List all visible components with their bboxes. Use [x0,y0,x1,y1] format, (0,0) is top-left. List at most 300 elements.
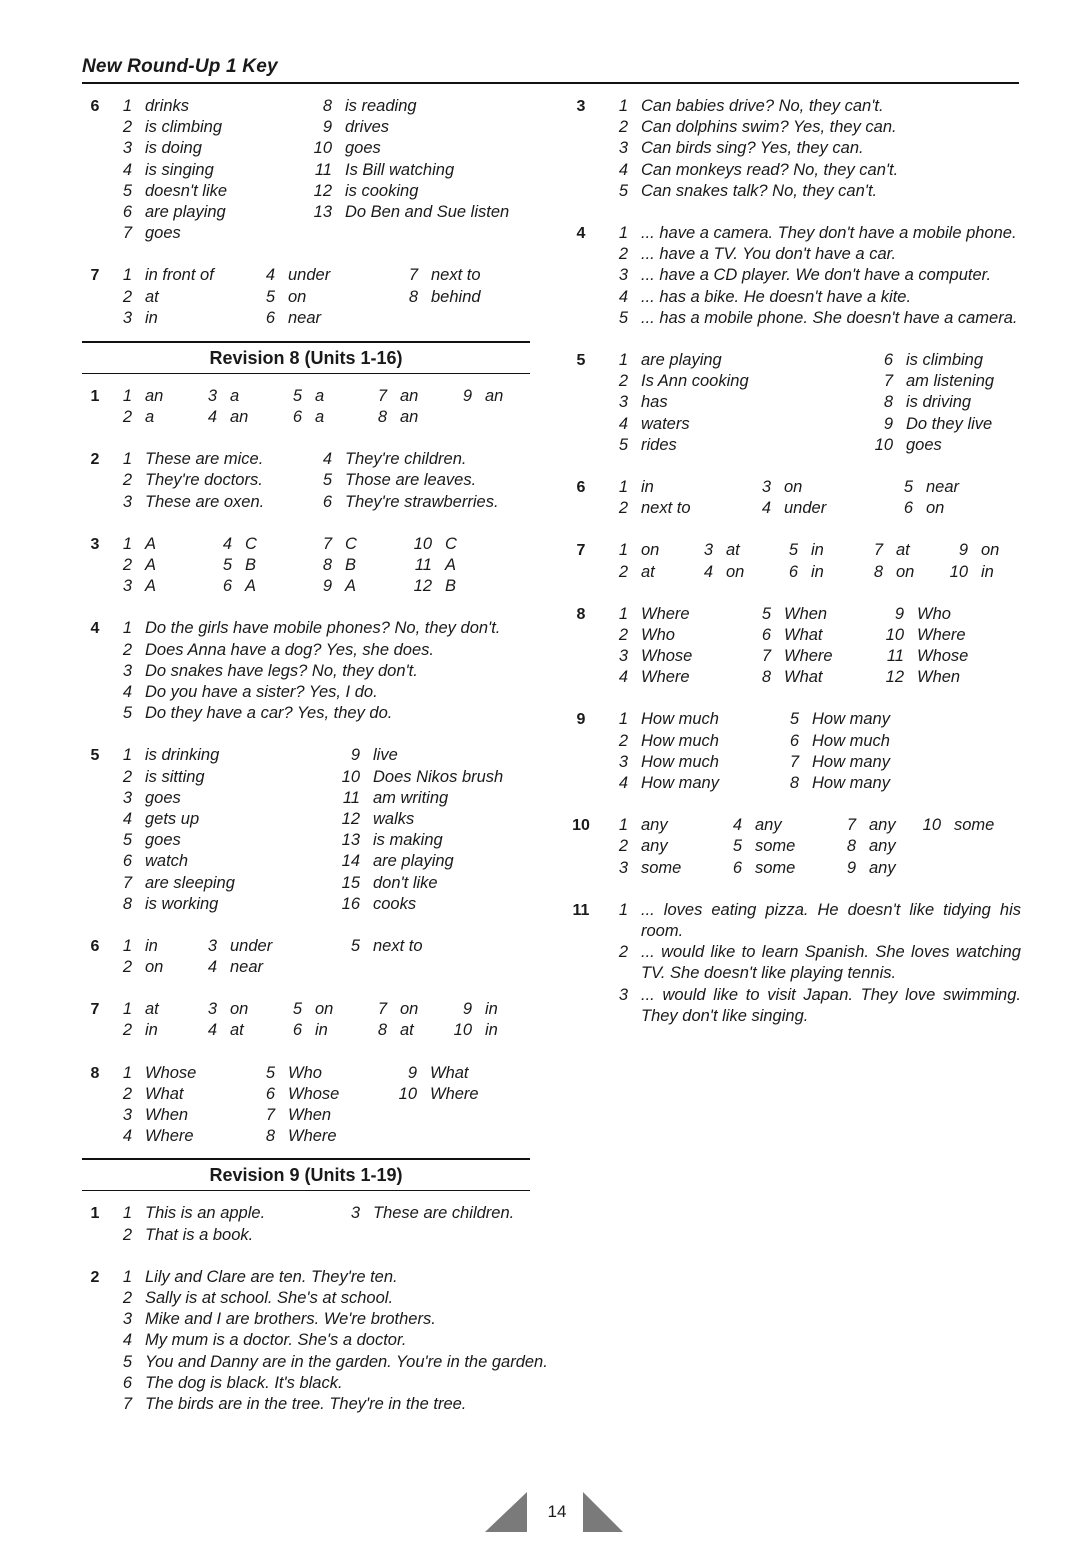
answer-grid [108,534,530,598]
answer-item [108,703,530,724]
item-answer: Can monkeys read? No, they can't. [641,160,899,179]
answer-item [604,435,869,456]
answer-grid [604,540,1028,582]
answer-item [775,773,975,794]
answer-item [108,1126,251,1147]
item-answer: What [430,1063,469,1082]
item-answer: next to [373,936,423,955]
answer-item [408,555,508,576]
item-answer: They're strawberries. [345,492,499,511]
exercise-9 [568,709,1028,794]
item-number: 9 [894,604,904,623]
answer-item [689,562,774,583]
answer-item [108,1084,251,1105]
item-number: 10 [313,139,332,158]
item-number: 3 [122,139,132,158]
exercise-number: 1 [90,387,100,405]
exercise-number: 9 [576,711,586,729]
item-number: 4 [122,1127,132,1146]
answer-item [604,160,1028,181]
item-answer: How many [812,774,890,793]
item-number: 7 [322,534,332,553]
item-answer: goes [145,224,181,243]
item-number: 1 [122,450,132,469]
exercise-number: 3 [576,98,586,115]
item-answer: When [917,668,961,687]
answer-item [108,1288,530,1309]
answer-item [747,498,889,519]
revision-8-heading: Revision 8 (Units 1-16) [82,341,530,374]
item-number: 2 [618,731,628,750]
answer-item [604,836,718,857]
answer-item [832,858,917,879]
item-number: 7 [883,372,893,391]
answer-item [108,1105,251,1126]
item-number: 1 [122,386,132,405]
answer-item [308,202,528,223]
item-number: 5 [761,604,771,623]
item-answer: Can dolphins swim? Yes, they can. [641,118,897,137]
answer-item [108,449,308,470]
item-answer: Whose [288,1084,340,1103]
item-number: 4 [703,562,713,581]
item-number: 5 [122,831,132,850]
item-answer: That is a book. [145,1225,254,1244]
answer-item [108,117,308,138]
item-answer: ... have a camera. They don't have a mobile phone. [641,224,1017,243]
exercise-3 [568,96,1028,202]
item-answer: How many [641,774,719,793]
item-number: 2 [618,372,628,391]
item-number: 6 [122,202,132,221]
item-answer: is cooking [345,181,419,200]
item-number: 12 [413,577,432,596]
item-number: 5 [122,704,132,723]
item-answer: goes [345,139,381,158]
answer-item [604,265,1028,286]
item-number: 3 [122,1106,132,1125]
item-answer: next to [431,266,481,285]
item-number: 9 [462,1000,472,1019]
item-answer: Whose [641,647,693,666]
answer-item [604,540,689,561]
answer-item [108,767,336,788]
item-answer: Do they live [906,414,993,433]
item-number: 3 [122,661,132,680]
item-answer: some [641,858,682,877]
item-answer: on [896,562,915,581]
answer-item [944,562,1024,583]
exercise-6 [82,96,530,244]
answer-item [108,661,530,682]
exercise-7 [82,999,530,1041]
item-answer: Do Ben and Sue listen [345,202,510,221]
answer-item [336,745,536,766]
item-number: 9 [322,118,332,137]
answer-item [251,265,394,286]
answer-item [278,1020,363,1041]
item-answer: Can birds sing? Yes, they can. [641,139,864,158]
answer-item [604,96,1028,117]
exercise-6 [82,936,530,978]
answer-item [604,371,869,392]
answer-item [869,414,1029,435]
item-number: 6 [122,1373,132,1392]
item-number: 10 [398,1084,417,1103]
item-answer: on [981,541,1000,560]
answer-item [308,492,538,513]
item-number: 5 [292,386,302,405]
answer-item [108,1063,251,1084]
answer-item [308,96,528,117]
answer-item [308,117,528,138]
answer-item [108,1309,530,1330]
item-number: 7 [408,266,418,285]
answer-item [251,1063,393,1084]
item-answer: ... have a TV. You don't have a car. [641,245,897,264]
exercise-number: 7 [90,267,100,285]
item-number: 3 [122,492,132,511]
exercise-number: 3 [90,535,100,553]
item-answer: on [288,287,307,306]
answer-grid [108,265,530,329]
item-number: 2 [122,118,132,137]
item-answer: What [784,625,823,644]
item-number: 1 [122,936,132,955]
item-answer: don't like [373,873,438,892]
item-answer: on [726,562,745,581]
answer-item [193,936,336,957]
answer-item [917,815,1017,836]
answer-item [775,709,975,730]
item-number: 2 [618,499,628,518]
revision-8-exercises [82,386,530,1148]
item-answer: any [869,858,896,877]
item-answer: on [145,958,164,977]
answer-item [774,562,859,583]
item-number: 4 [322,450,332,469]
exercise-number: 11 [572,901,590,919]
answer-item [193,999,278,1020]
item-number: 6 [122,852,132,871]
item-number: 4 [618,287,628,306]
item-answer: at [145,1000,159,1019]
item-answer: How much [641,710,719,729]
page-footer [485,1490,625,1534]
answer-item [108,407,193,428]
answer-item [278,407,363,428]
item-answer: Is Bill watching [345,160,455,179]
item-number: 3 [618,647,628,666]
exercise-7 [568,540,1028,582]
answer-item [604,287,1028,308]
answer-item [448,999,528,1020]
item-answer: Do the girls have mobile phones? No, they don't. [145,619,501,638]
answer-item [108,492,308,513]
item-answer: ... has a bike. He doesn't have a kite. [641,287,912,306]
answer-item [604,731,775,752]
answer-item [108,1373,530,1394]
answer-item [108,957,193,978]
item-answer: These are children. [373,1204,515,1223]
answer-item [363,407,448,428]
item-answer: some [755,858,796,877]
answer-grid [108,936,530,978]
item-answer: A [245,577,257,596]
answer-item [604,752,775,773]
item-number: 4 [122,160,132,179]
item-answer: Do they have a car? Yes, they do. [145,704,393,723]
answer-item [193,386,278,407]
item-answer: C [345,534,357,553]
answer-item [108,138,308,159]
item-number: 12 [885,668,904,687]
item-number: 11 [886,647,904,666]
item-answer: When [145,1106,189,1125]
item-number: 3 [618,752,628,771]
item-answer: ... would like to learn Spanish. She loves watching TV. She doesn't like playing tennis. [641,943,1021,983]
answer-item [363,386,448,407]
item-answer: ... has a mobile phone. She doesn't have a camera. [641,308,1018,327]
item-answer: any [641,816,668,835]
answer-item [108,999,193,1020]
item-number: 5 [350,936,360,955]
exercise-8 [82,1063,530,1148]
item-answer: Can snakes talk? No, they can't. [641,181,878,200]
item-number: 4 [618,774,628,793]
item-number: 5 [903,477,913,496]
answer-item [604,985,1028,1027]
page-title: New Round-Up 1 Key [82,56,278,77]
item-number: 6 [222,577,232,596]
item-number: 4 [618,160,628,179]
item-number: 7 [265,1106,275,1125]
item-answer: B [245,556,257,574]
item-number: 5 [265,287,275,306]
answer-item [336,788,536,809]
item-number: 7 [789,752,799,771]
exercise-number: 6 [90,98,100,115]
item-answer: is singing [145,160,214,179]
item-answer: in [485,1000,498,1019]
item-answer: Whose [145,1063,197,1082]
item-answer: are sleeping [145,873,235,892]
answer-item [604,646,747,667]
item-number: 1 [122,266,132,285]
exercise-number: 6 [90,937,100,955]
answer-item [308,576,408,597]
answer-item [336,936,486,957]
item-answer: is reading [345,97,417,115]
answer-item [108,1203,336,1224]
item-answer: Can babies drive? No, they can't. [641,97,884,115]
item-number: 4 [761,499,771,518]
item-answer: You and Danny are in the garden. You're in the garden. [145,1352,548,1371]
item-number: 3 [618,139,628,158]
item-number: 2 [122,1021,132,1040]
item-number: 5 [122,1352,132,1371]
item-answer: in [811,562,824,581]
item-number: 13 [341,831,360,850]
item-answer: How much [812,731,890,750]
item-answer: Where [641,604,690,623]
item-number: 8 [322,97,332,115]
answer-item [108,851,336,872]
exercise-number: 2 [90,451,100,469]
answer-item [108,788,336,809]
item-answer: any [869,837,896,856]
answer-item [108,1330,530,1351]
item-number: 11 [342,788,360,807]
answer-item [108,809,336,830]
item-number: 3 [618,985,628,1004]
answer-item [604,773,775,794]
item-answer: an [400,386,419,405]
exercise-2 [82,449,530,513]
answer-item [747,646,880,667]
item-answer: am listening [906,372,995,391]
answer-item [408,534,508,555]
answer-item [108,265,251,286]
answer-item [108,894,336,915]
exercise-4 [82,618,530,724]
item-answer: at [400,1021,414,1040]
item-number: 6 [292,408,302,427]
item-number: 1 [122,1267,132,1286]
item-number: 10 [341,767,360,786]
answer-item [308,160,528,181]
exercise-3 [82,534,530,598]
item-answer: goes [145,788,181,807]
item-answer: goes [145,831,181,850]
item-answer: in [981,562,994,581]
item-answer: under [230,936,273,955]
item-number: 3 [350,1204,360,1223]
answer-item [108,745,336,766]
item-answer: B [345,556,357,574]
item-number: 5 [122,181,132,200]
answer-item [869,392,1029,413]
answer-grid [108,449,530,513]
item-number: 7 [873,541,883,560]
item-answer: live [373,746,398,765]
item-answer: ... loves eating pizza. He doesn't like tidying his room. [641,900,1021,940]
item-answer: a [230,386,240,405]
item-answer: ... would like to visit Japan. They love swimming. They don't like singing. [641,985,1021,1025]
exercise-8 [568,604,1028,689]
answer-item [944,540,1024,561]
answer-item [108,682,530,703]
item-number: 7 [377,386,387,405]
item-answer: is climbing [145,118,223,137]
item-answer: in [811,541,824,560]
item-answer: Do you have a sister? Yes, I do. [145,682,378,701]
exercise-number: 1 [90,1205,100,1223]
item-answer: Where [430,1084,479,1103]
item-number: 2 [122,1084,132,1103]
item-number: 10 [922,816,941,835]
item-answer: The dog is black. It's black. [145,1373,343,1392]
answer-item [604,223,1028,244]
item-number: 7 [761,647,771,666]
item-number: 5 [292,1000,302,1019]
answer-item [604,709,775,730]
item-number: 16 [341,894,360,913]
answer-item [108,936,193,957]
item-answer: behind [431,287,481,306]
item-answer: at [230,1021,244,1040]
item-answer: cooks [373,894,417,913]
item-answer: ... have a CD player. We don't have a computer. [641,266,992,285]
exercise-6 [568,477,1028,519]
item-number: 9 [407,1063,417,1082]
answer-item [869,371,1029,392]
item-number: 2 [618,625,628,644]
answer-item [251,1084,393,1105]
answer-item [747,625,880,646]
answer-item [193,407,278,428]
item-number: 10 [413,534,432,553]
answer-item [108,181,308,202]
item-answer: are playing [641,351,722,370]
item-answer: an [485,386,504,405]
answer-item [308,534,408,555]
answer-item [108,223,308,244]
item-answer: Sally is at school. She's at school. [145,1288,394,1307]
item-number: 9 [883,414,893,433]
exercise-number: 8 [90,1064,100,1082]
item-number: 5 [732,837,742,856]
item-answer: next to [641,499,691,518]
item-number: 1 [618,710,628,729]
answer-item [363,1020,448,1041]
item-answer: has [641,393,668,412]
item-answer: some [954,816,995,835]
item-number: 5 [618,435,628,454]
item-answer: is climbing [906,351,984,370]
answer-item [604,477,747,498]
item-number: 4 [732,816,742,835]
item-number: 9 [846,858,856,877]
item-number: 5 [322,471,332,490]
exercise-1 [82,386,530,428]
answer-item [869,435,1029,456]
answer-item [774,540,859,561]
item-answer: on [230,1000,249,1019]
item-number: 11 [414,556,432,574]
item-answer: Do snakes have legs? No, they don't. [145,661,418,680]
answer-item [308,555,408,576]
item-answer: an [145,386,164,405]
item-answer: in [485,1021,498,1040]
answer-item [889,498,989,519]
item-number: 3 [122,1310,132,1329]
item-answer: They're doctors. [145,471,263,490]
answer-item [108,1225,336,1246]
item-answer: are playing [145,202,226,221]
answer-item [193,957,336,978]
answer-item [408,576,508,597]
answer-item [889,477,989,498]
item-number: 1 [618,477,628,496]
item-answer: goes [906,435,942,454]
answer-item [604,900,1028,942]
answer-grid [108,386,530,428]
item-answer: A [145,534,157,553]
item-answer: is sitting [145,767,205,786]
item-answer: C [445,534,457,553]
item-number: 2 [618,837,628,856]
